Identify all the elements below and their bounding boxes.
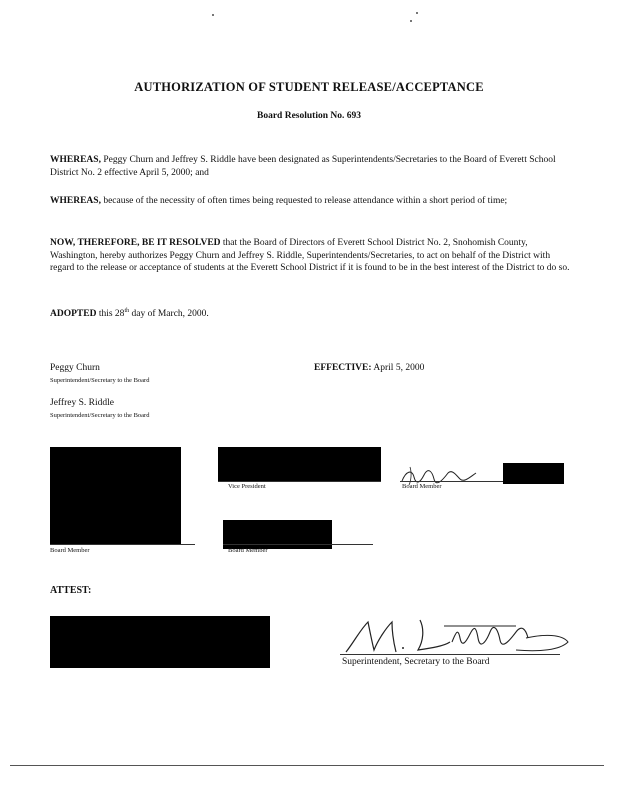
adopted-lead: ADOPTED [50, 309, 97, 320]
whereas-text-1: Peggy Churn and Jeffrey S. Riddle have been designated as Superintendents/Secretaries to the Board of Everett School District No. 2 effective April 5, 2000; and [50, 155, 556, 178]
signatory-role-1: Superintendent/Secretary to the Board [50, 377, 150, 384]
superintendent-signature [340, 612, 575, 658]
signature-line [223, 544, 373, 545]
redaction-box [50, 616, 270, 668]
redaction-box [50, 447, 181, 544]
signature-line [218, 481, 381, 482]
whereas-lead-2: WHEREAS, [50, 196, 101, 206]
signature-line [50, 544, 195, 545]
resolved-paragraph [50, 237, 570, 275]
effective-date [314, 363, 424, 373]
whereas-paragraph-1 [50, 154, 570, 179]
signatory-name-2: Jeffrey S. Riddle [50, 398, 114, 408]
resolved-text: that the Board of Directors of Everett School District No. 2, Snohomish County, Washington, hereby authorizes Peggy Churn and Jeffrey S. Riddle, Superintendents/Secretaries, to act on behalf of the District with regard to the release or acceptance of students at the Everett School District if it is found to be in the best interest of the District to do so. [50, 238, 570, 273]
scan-speck [212, 14, 214, 16]
vice-president-label: Vice President [228, 483, 266, 490]
adopted-line [50, 305, 570, 321]
signatory-role-2: Superintendent/Secretary to the Board [50, 412, 150, 419]
adopted-sup: th [124, 308, 130, 314]
effective-label: EFFECTIVE: [314, 363, 372, 373]
redaction-box [218, 447, 381, 481]
adopted-post: day of March, 2000. [129, 309, 209, 320]
redaction-box [503, 463, 564, 484]
scan-speck [410, 20, 412, 22]
whereas-paragraph-2 [50, 195, 570, 208]
resolved-lead: NOW, THEREFORE, BE IT RESOLVED [50, 238, 221, 248]
scan-speck [416, 12, 418, 14]
whereas-lead-1: WHEREAS, [50, 155, 101, 165]
effective-value: April 5, 2000 [371, 363, 425, 373]
board-member-label-left: Board Member [50, 547, 90, 554]
scan-edge-line [10, 765, 604, 766]
document-title: AUTHORIZATION OF STUDENT RELEASE/ACCEPTANCE [134, 80, 484, 94]
adopted-pre: this 28 [96, 309, 125, 320]
board-member-label-center: Board Member [228, 547, 268, 554]
attest-label: ATTEST: [50, 585, 92, 596]
whereas-text-2: because of the necessity of often times being requested to release attendance within a short period of time; [100, 196, 508, 206]
resolution-number: Board Resolution No. 693 [257, 111, 361, 121]
board-member-label-right: Board Member [402, 483, 442, 490]
signatory-name-1: Peggy Churn [50, 363, 100, 373]
attest-role: Superintendent, Secretary to the Board [342, 657, 490, 667]
signature-line [340, 654, 560, 655]
